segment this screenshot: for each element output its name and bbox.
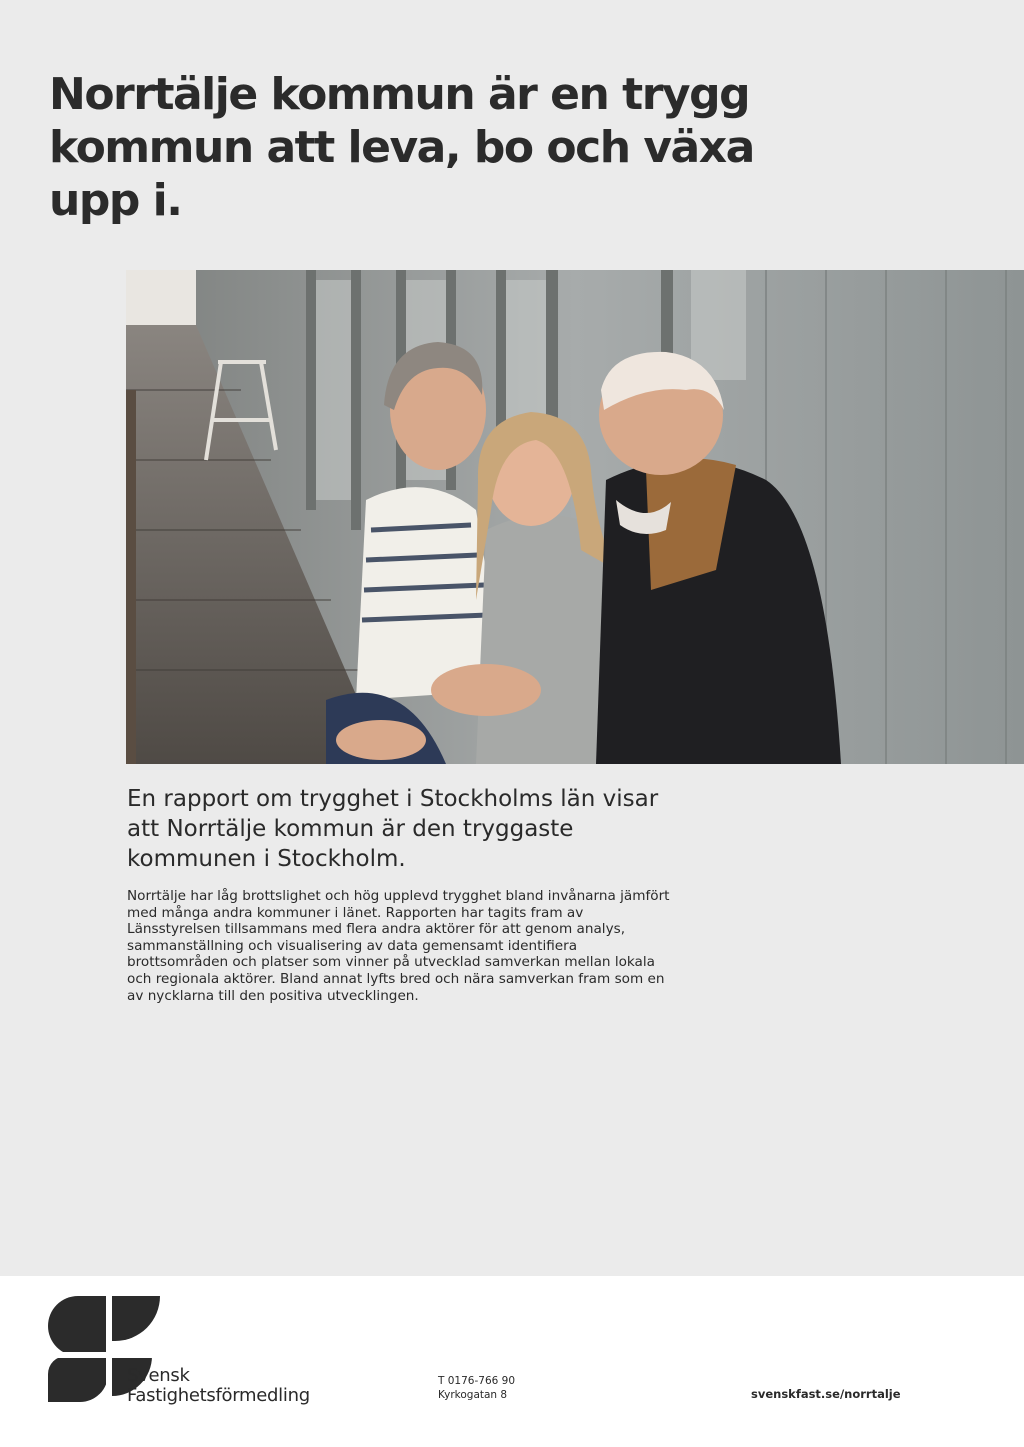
address: Kyrkogatan 8 [438,1389,508,1401]
hero-photo [126,270,1024,764]
lead-paragraph: En rapport om trygghet i Stockholms län visar att Norrtälje kommun är den tryggaste kommunen i Stockholm. [127,786,659,872]
brand-line-2: Fastighetsförmedling [127,1385,310,1406]
footer [0,1276,1024,1447]
brand-name [127,1366,310,1406]
website-link[interactable]: svenskfast.se/norrtalje [751,1387,901,1401]
body-paragraph: Norrtälje har låg brottslighet och hög upplevd trygghet bland invånarna jämfört med många andra kommuner i länet. Rapporten har tagits fram av Länsstyrelsen tillsammans med flera andra aktörer för att genom analys, sammanställning och visualisering av data gemensamt identifiera brottsområden och platser som vinner på utvecklad samverkan mellan lokala och regionala aktörer. Bland annat lyfts bred och nära samverkan fram som en av nycklarna till den positiva utvecklingen. [127,888,670,1004]
phone-number: T 0176-766 90 [438,1375,516,1387]
contact-info [438,1374,515,1402]
brand-line-1: Svensk [127,1365,190,1386]
headline: Norrtälje kommun är en trygg kommun att leva, bo och växa upp i. [49,69,754,226]
